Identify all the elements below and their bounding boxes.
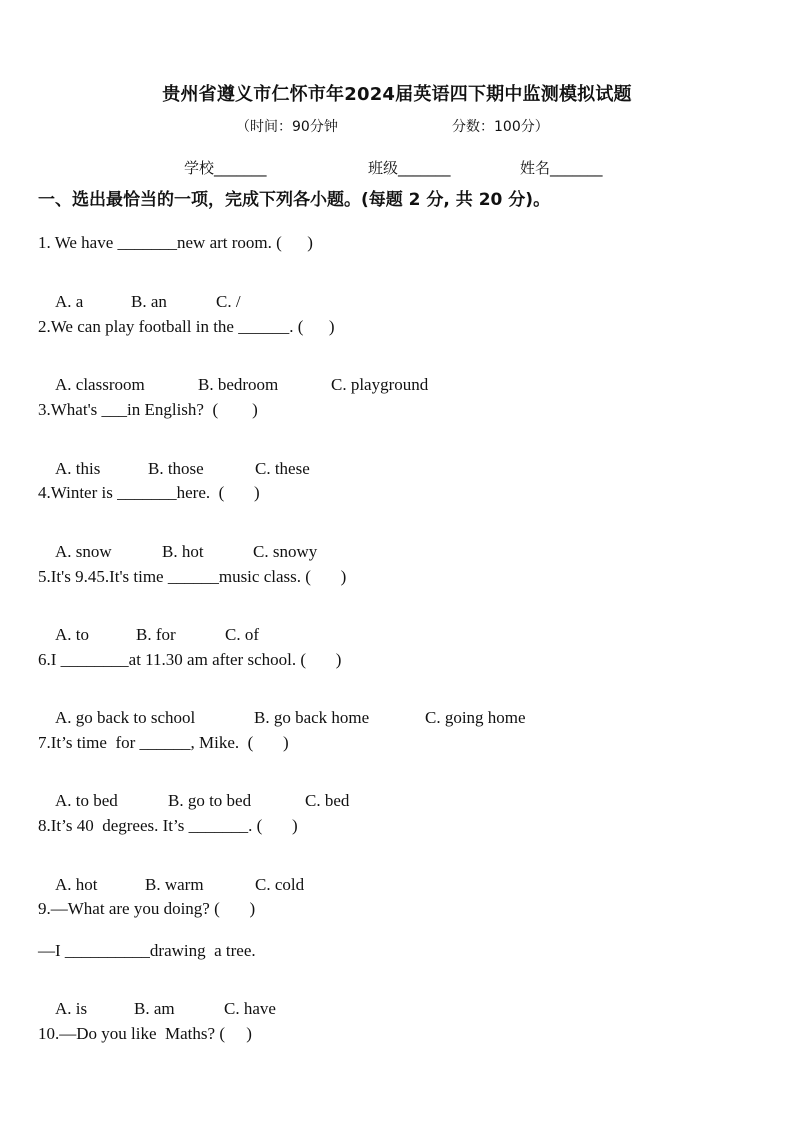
option-c: C. cold [255,875,305,894]
option-c: C. have [224,999,276,1018]
option-c: C. playground [331,375,429,394]
question-7: 7.It’s time for ______, Mike. ( ) [38,733,289,752]
exam-score: 分数：100分） [452,119,549,135]
option-a: A. classroom [55,375,145,394]
option-c: C. bed [305,791,350,810]
question-8: 8.It’s 40 degrees. It’s _______. ( ) [38,816,298,835]
page-title: 贵州省遵义市仁怀市年2024届英语四下期中监测模拟试题 [162,84,632,105]
option-a: A. to bed [55,791,118,810]
option-b: B. for [136,625,176,644]
question-6: 6.I ________at 11.30 am after school. ( ) [38,650,342,669]
option-c: C. snowy [253,542,318,561]
option-b: B. bedroom [198,375,279,394]
option-b: B. go to bed [168,791,252,810]
option-a: A. hot [55,875,98,894]
option-c: C. these [255,459,310,478]
option-b: B. an [131,292,167,311]
school-field: 学校_______ [184,159,267,177]
question-9-response: —I __________drawing a tree. [38,941,256,960]
exam-time: （时间：90分钟 [236,119,338,135]
option-a: A. this [55,459,101,478]
option-c: C. going home [425,708,526,727]
question-1: 1. We have _______new art room. ( ) [38,233,313,252]
option-a: A. go back to school [55,708,196,727]
question-3: 3.What's ___in English? ( ) [38,400,258,419]
question-9: 9.—What are you doing? ( ) [38,899,256,918]
question-4: 4.Winter is _______here. ( ) [38,483,260,502]
option-a: A. a [55,292,84,311]
question-10: 10.—Do you like Maths? ( ) [38,1024,252,1043]
option-b: B. go back home [254,708,370,727]
question-5: 5.It's 9.45.It's time ______music class. ( ) [38,567,347,586]
option-a: A. to [55,625,89,644]
class-field: 班级_______ [368,159,451,177]
option-b: B. am [134,999,175,1018]
option-c: C. of [225,625,259,644]
option-a: A. snow [55,542,112,561]
section-heading: 一、选出最恰当的一项，完成下列各小题。(每题 2 分, 共 20 分)。 [38,190,551,210]
question-2: 2.We can play football in the ______. ( ) [38,317,335,336]
option-a: A. is [55,999,88,1018]
option-b: B. warm [145,875,204,894]
option-b: B. hot [162,542,204,561]
option-c: C. / [216,292,241,311]
option-b: B. those [148,459,204,478]
name-field: 姓名_______ [520,159,603,177]
